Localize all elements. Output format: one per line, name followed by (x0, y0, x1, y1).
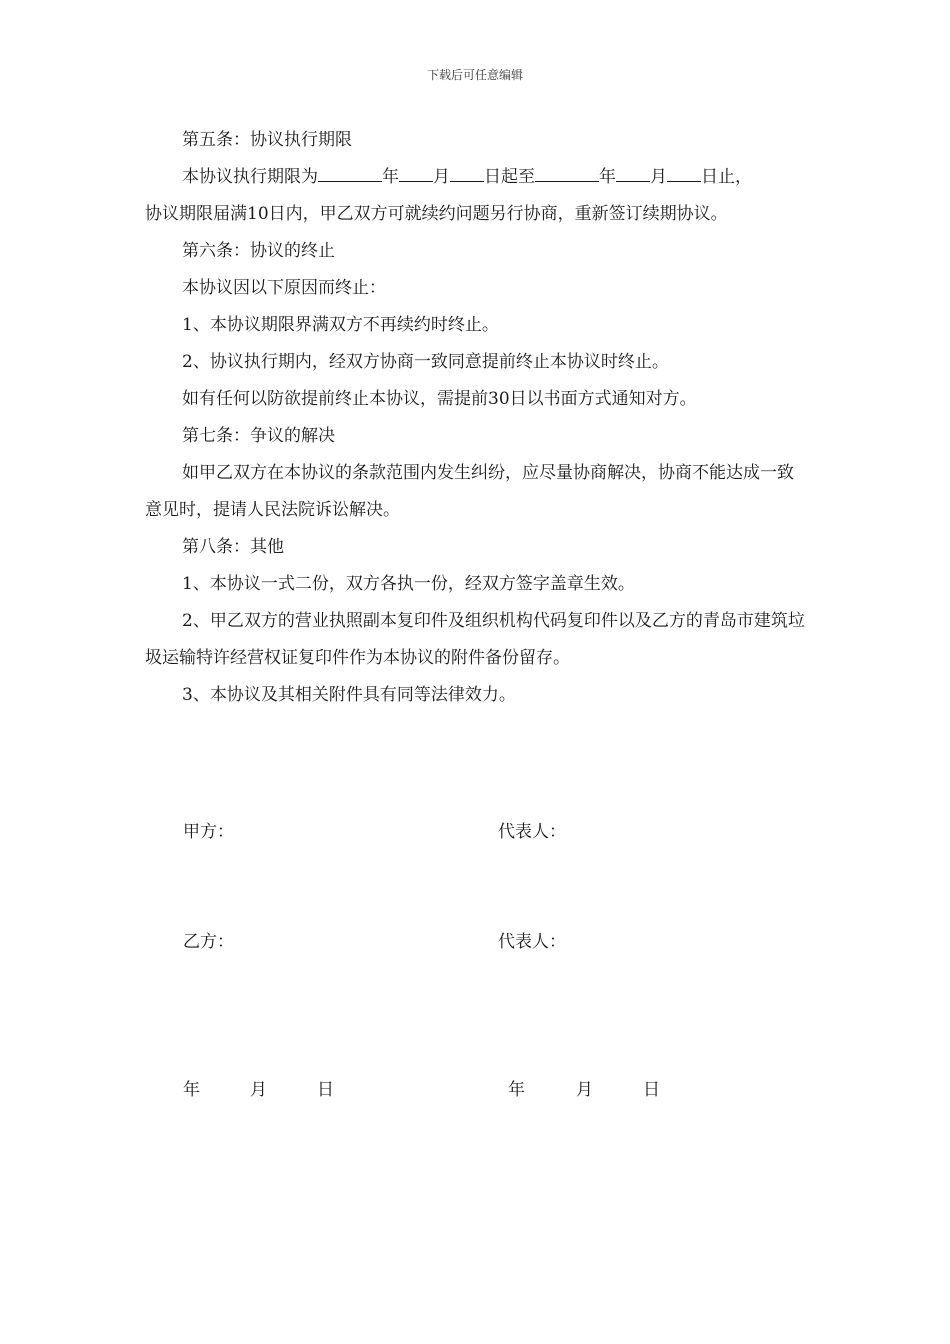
article-5-renewal: 协议期限届满10日内，甲乙双方可就续约问题另行协商，重新签订续期协议。 (145, 204, 728, 224)
party-a-label: 甲方： (183, 822, 234, 842)
start-month-blank[interactable] (399, 161, 433, 182)
end-month-blank[interactable] (616, 161, 650, 182)
start-day-blank[interactable] (450, 161, 484, 182)
article-7-title: 第七条：争议的解决 (182, 426, 335, 446)
article-7-text: 如甲乙双方在本协议的条款范围内发生纠纷，应尽量协商解决，协商不能达成一致意见时，提请人民法院诉讼解决。 (145, 463, 794, 520)
article-6-intro: 本协议因以下原因而终止： (182, 278, 386, 298)
article-6-notice: 如有任何以防欲提前终止本协议，需提前30日以书面方式通知对方。 (182, 389, 697, 409)
article-8-title: 第八条：其他 (182, 537, 284, 557)
article-6-item-2: 2、协议执行期内，经双方协商一致同意提前终止本协议时终止。 (182, 352, 669, 372)
article-6-title: 第六条：协议的终止 (182, 241, 335, 261)
party-a-date-day: 日 (317, 1080, 334, 1100)
party-a-date-year: 年 (183, 1080, 200, 1100)
party-b-date-day: 日 (643, 1080, 660, 1100)
article-8-item-1: 1、本协议一式二份，双方各执一份，经双方签字盖章生效。 (182, 574, 635, 594)
end-day-blank[interactable] (667, 161, 701, 182)
article-5-period-line: 本协议执行期限为 年 月 日起至 年 月 日止， (145, 159, 810, 196)
start-year-blank[interactable] (318, 161, 382, 182)
article-8-item-3: 3、本协议及其相关附件具有同等法律效力。 (182, 685, 516, 705)
party-b-label: 乙方： (183, 932, 234, 952)
document-body (145, 122, 810, 714)
party-b-date-month: 月 (576, 1080, 593, 1100)
article-8-item-2: 2、甲乙双方的营业执照副本复印件及组织机构代码复印件以及乙方的青岛市建筑垃圾运输特许经营权证复印件作为本协议的附件备份留存。 (145, 611, 805, 668)
end-year-blank[interactable] (535, 161, 599, 182)
party-a-representative-label: 代表人： (498, 822, 566, 842)
article-6-item-1: 1、本协议期限界满双方不再续约时终止。 (182, 315, 499, 335)
party-a-date-month: 月 (250, 1080, 267, 1100)
party-b-date-year: 年 (508, 1080, 525, 1100)
article-5-title: 第五条：协议执行期限 (182, 130, 352, 150)
page-header: 下载后可任意编辑 (426, 68, 523, 82)
party-b-representative-label: 代表人： (498, 932, 566, 952)
